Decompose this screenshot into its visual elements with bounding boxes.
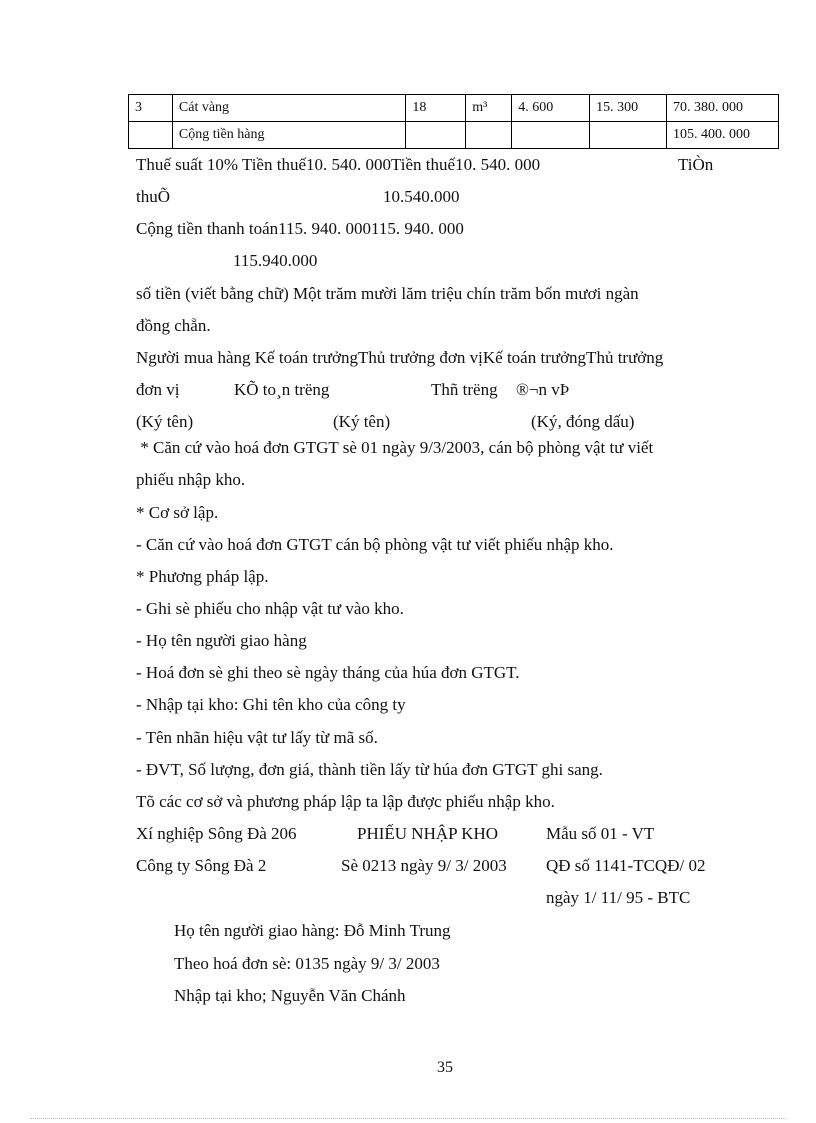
cell-stt: [129, 122, 173, 149]
payment-total-amount: 115.940.000: [233, 251, 318, 270]
heading-basis: * Cơ sở lập.: [136, 503, 219, 522]
cell-qty-actual: 4. 600: [512, 95, 590, 122]
page-bottom-divider: [30, 1118, 786, 1119]
receipt-deliverer: Họ tên người giao hàng: Đỗ Minh Trung: [174, 921, 451, 940]
paragraph-basis: * Căn cứ vào hoá đơn GTGT sè 01 ngày 9/3/2003, cán bộ phòng vật tư viết: [136, 438, 654, 457]
heading-method: * Phương pháp lập.: [136, 567, 269, 586]
receipt-decision-date: ngày 1/ 11/ 95 - BTC: [546, 888, 691, 907]
table-row: [129, 122, 779, 149]
receipt-warehouse: Nhập tại kho; Nguyễn Văn Chánh: [174, 986, 406, 1005]
signatory-accountant-garbled: KÕ to¸n trëng: [234, 380, 330, 399]
receipt-title: PHIẾU NHẬP KHO: [357, 824, 499, 843]
tax-label-garbled: TiÒn: [678, 155, 714, 174]
tax-line: Thuế suất 10% Tiền thuế10. 540. 000Tiền thuế10. 540. 000: [136, 155, 541, 174]
amount-in-words: số tiền (viết bằng chữ) Một trăm mười lăm triệu chín trăm bốn mươi ngàn: [136, 284, 639, 303]
list-item: - Nhập tại kho: Ghi tên kho của công ty: [136, 695, 406, 714]
sign-note-2: (Ký tên): [333, 412, 391, 431]
cell-unit-price: 15. 300: [590, 95, 667, 122]
receipt-company-1: Xí nghiệp Sông Đà 206: [136, 824, 297, 843]
receipt-number-date: Sè 0213 ngày 9/ 3/ 2003: [341, 856, 507, 875]
goods-table: [128, 94, 779, 149]
tax-amount: 10.540.000: [383, 187, 460, 206]
list-item: - ĐVT, Số lượng, đơn giá, thành tiền lấy từ húa đơn GTGT ghi sang.: [136, 760, 603, 779]
paragraph-conclusion: Tõ các cơ sở và phương pháp lập ta lập được phiếu nhập kho.: [136, 792, 555, 811]
cell-empty: [466, 122, 512, 149]
tax-label-garbled-2: thuÕ: [136, 187, 170, 206]
cell-empty: [590, 122, 667, 149]
receipt-company-2: Công ty Sông Đà 2: [136, 856, 267, 875]
cell-item-name: Cát vàng: [172, 95, 406, 122]
amount-in-words-end: đồng chẵn.: [136, 316, 211, 335]
cell-stt: 3: [129, 95, 173, 122]
signatories-line: Người mua hàng Kế toán trưởngThủ trưởng đơn vịKế toán trưởngThủ trưởng: [136, 348, 664, 367]
cell-unit: m³: [466, 95, 512, 122]
cell-total-label: Cộng tiền hàng: [172, 122, 406, 149]
receipt-form-number: Mẫu số 01 - VT: [546, 824, 655, 843]
list-item: - Ghi sè phiếu cho nhập vật tư vào kho.: [136, 599, 404, 618]
signatory-unit-garbled: ®¬n vÞ: [516, 380, 570, 399]
table-row: [129, 95, 779, 122]
cell-total-amount: 105. 400. 000: [667, 122, 779, 149]
signatory-head-garbled: Thñ trëng: [431, 380, 498, 399]
list-item: - Căn cứ vào hoá đơn GTGT cán bộ phòng vật tư viết phiếu nhập kho.: [136, 535, 614, 554]
sign-note-1: (Ký tên): [136, 412, 194, 431]
list-item: - Tên nhãn hiệu vật tư lấy từ mã số.: [136, 728, 378, 747]
cell-amount: 70. 380. 000: [667, 95, 779, 122]
cell-empty: [512, 122, 590, 149]
sign-note-3: (Ký, đóng dấu): [531, 412, 635, 431]
list-item: - Hoá đơn sè ghi theo sè ngày tháng của húa đơn GTGT.: [136, 663, 520, 682]
paragraph-basis-end: phiếu nhập kho.: [136, 470, 246, 489]
signatory-unit: đơn vị: [136, 380, 180, 399]
cell-empty: [406, 122, 466, 149]
payment-total-line: Cộng tiền thanh toán115. 940. 000115. 940. 000: [136, 219, 464, 238]
list-item: - Họ tên người giao hàng: [136, 631, 307, 650]
page-number: 35: [437, 1059, 453, 1076]
receipt-invoice: Theo hoá đơn sè: 0135 ngày 9/ 3/ 2003: [174, 954, 440, 973]
receipt-decision: QĐ số 1141-TCQĐ/ 02: [546, 856, 706, 875]
cell-quantity: 18: [406, 95, 466, 122]
